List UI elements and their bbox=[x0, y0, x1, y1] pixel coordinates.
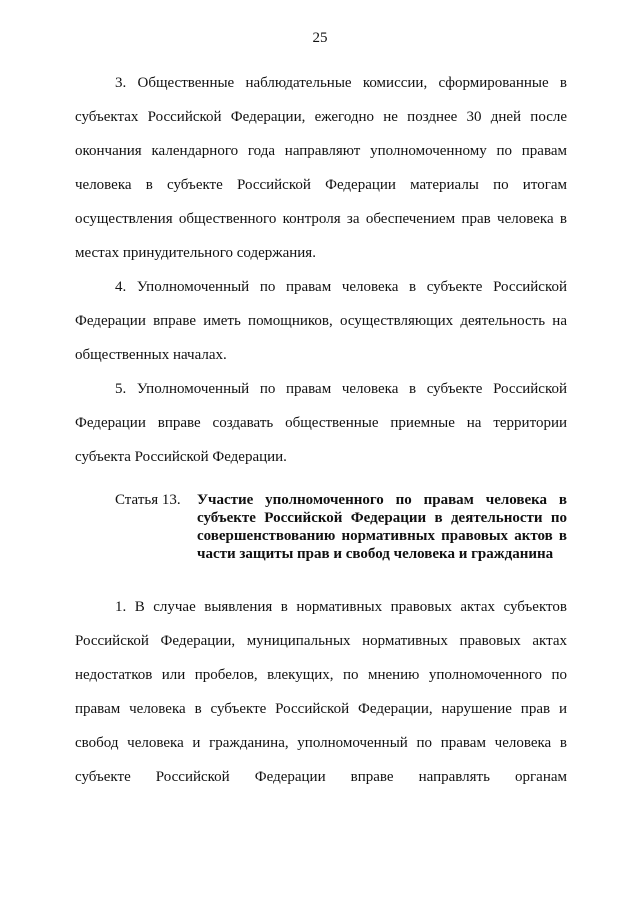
paragraphs-bottom bbox=[75, 590, 567, 794]
article-13-paragraph-1: 1. В случае выявления в нормативных правовых актах субъектов Российской Федерации, муниципальных нормативных правовых актах недостатков или пробелов, влекущих, по мнению уполномоченного по правам человека в субъекте Российской Федерации, нарушение прав и свобод человека и гражданина, уполномоченный по правам человека в субъекте Российской Федерации вправе направлять органам bbox=[75, 599, 567, 785]
paragraph-3: 3. Общественные наблюдательные комиссии, сформированные в субъектах Российской Федерации, ежегодно не позднее 30 дней после окончания календарного года направляют уполномоченному по правам человека в субъекте Российской Федерации материалы по итогам осуществления общественного контроля за обеспечением прав человека в местах принудительного содержания. bbox=[75, 75, 567, 261]
page-number: 25 bbox=[312, 30, 328, 46]
paragraphs-top bbox=[75, 66, 567, 474]
article-heading bbox=[115, 491, 567, 563]
article-label: Статья 13. bbox=[115, 492, 181, 508]
paragraph-5: 5. Уполномоченный по правам человека в субъекте Российской Федерации вправе создавать общественные приемные на территории субъекта Российской Федерации. bbox=[75, 381, 567, 465]
article-title: Участие уполномоченного по правам человека в субъекте Российской Федерации в деятельности по совершенствованию нормативных правовых актов в части защиты прав и свобод человека и гражданина bbox=[197, 492, 567, 562]
paragraph-4: 4. Уполномоченный по правам человека в субъекте Российской Федерации вправе иметь помощников, осуществляющих деятельность на общественных началах. bbox=[75, 279, 567, 363]
